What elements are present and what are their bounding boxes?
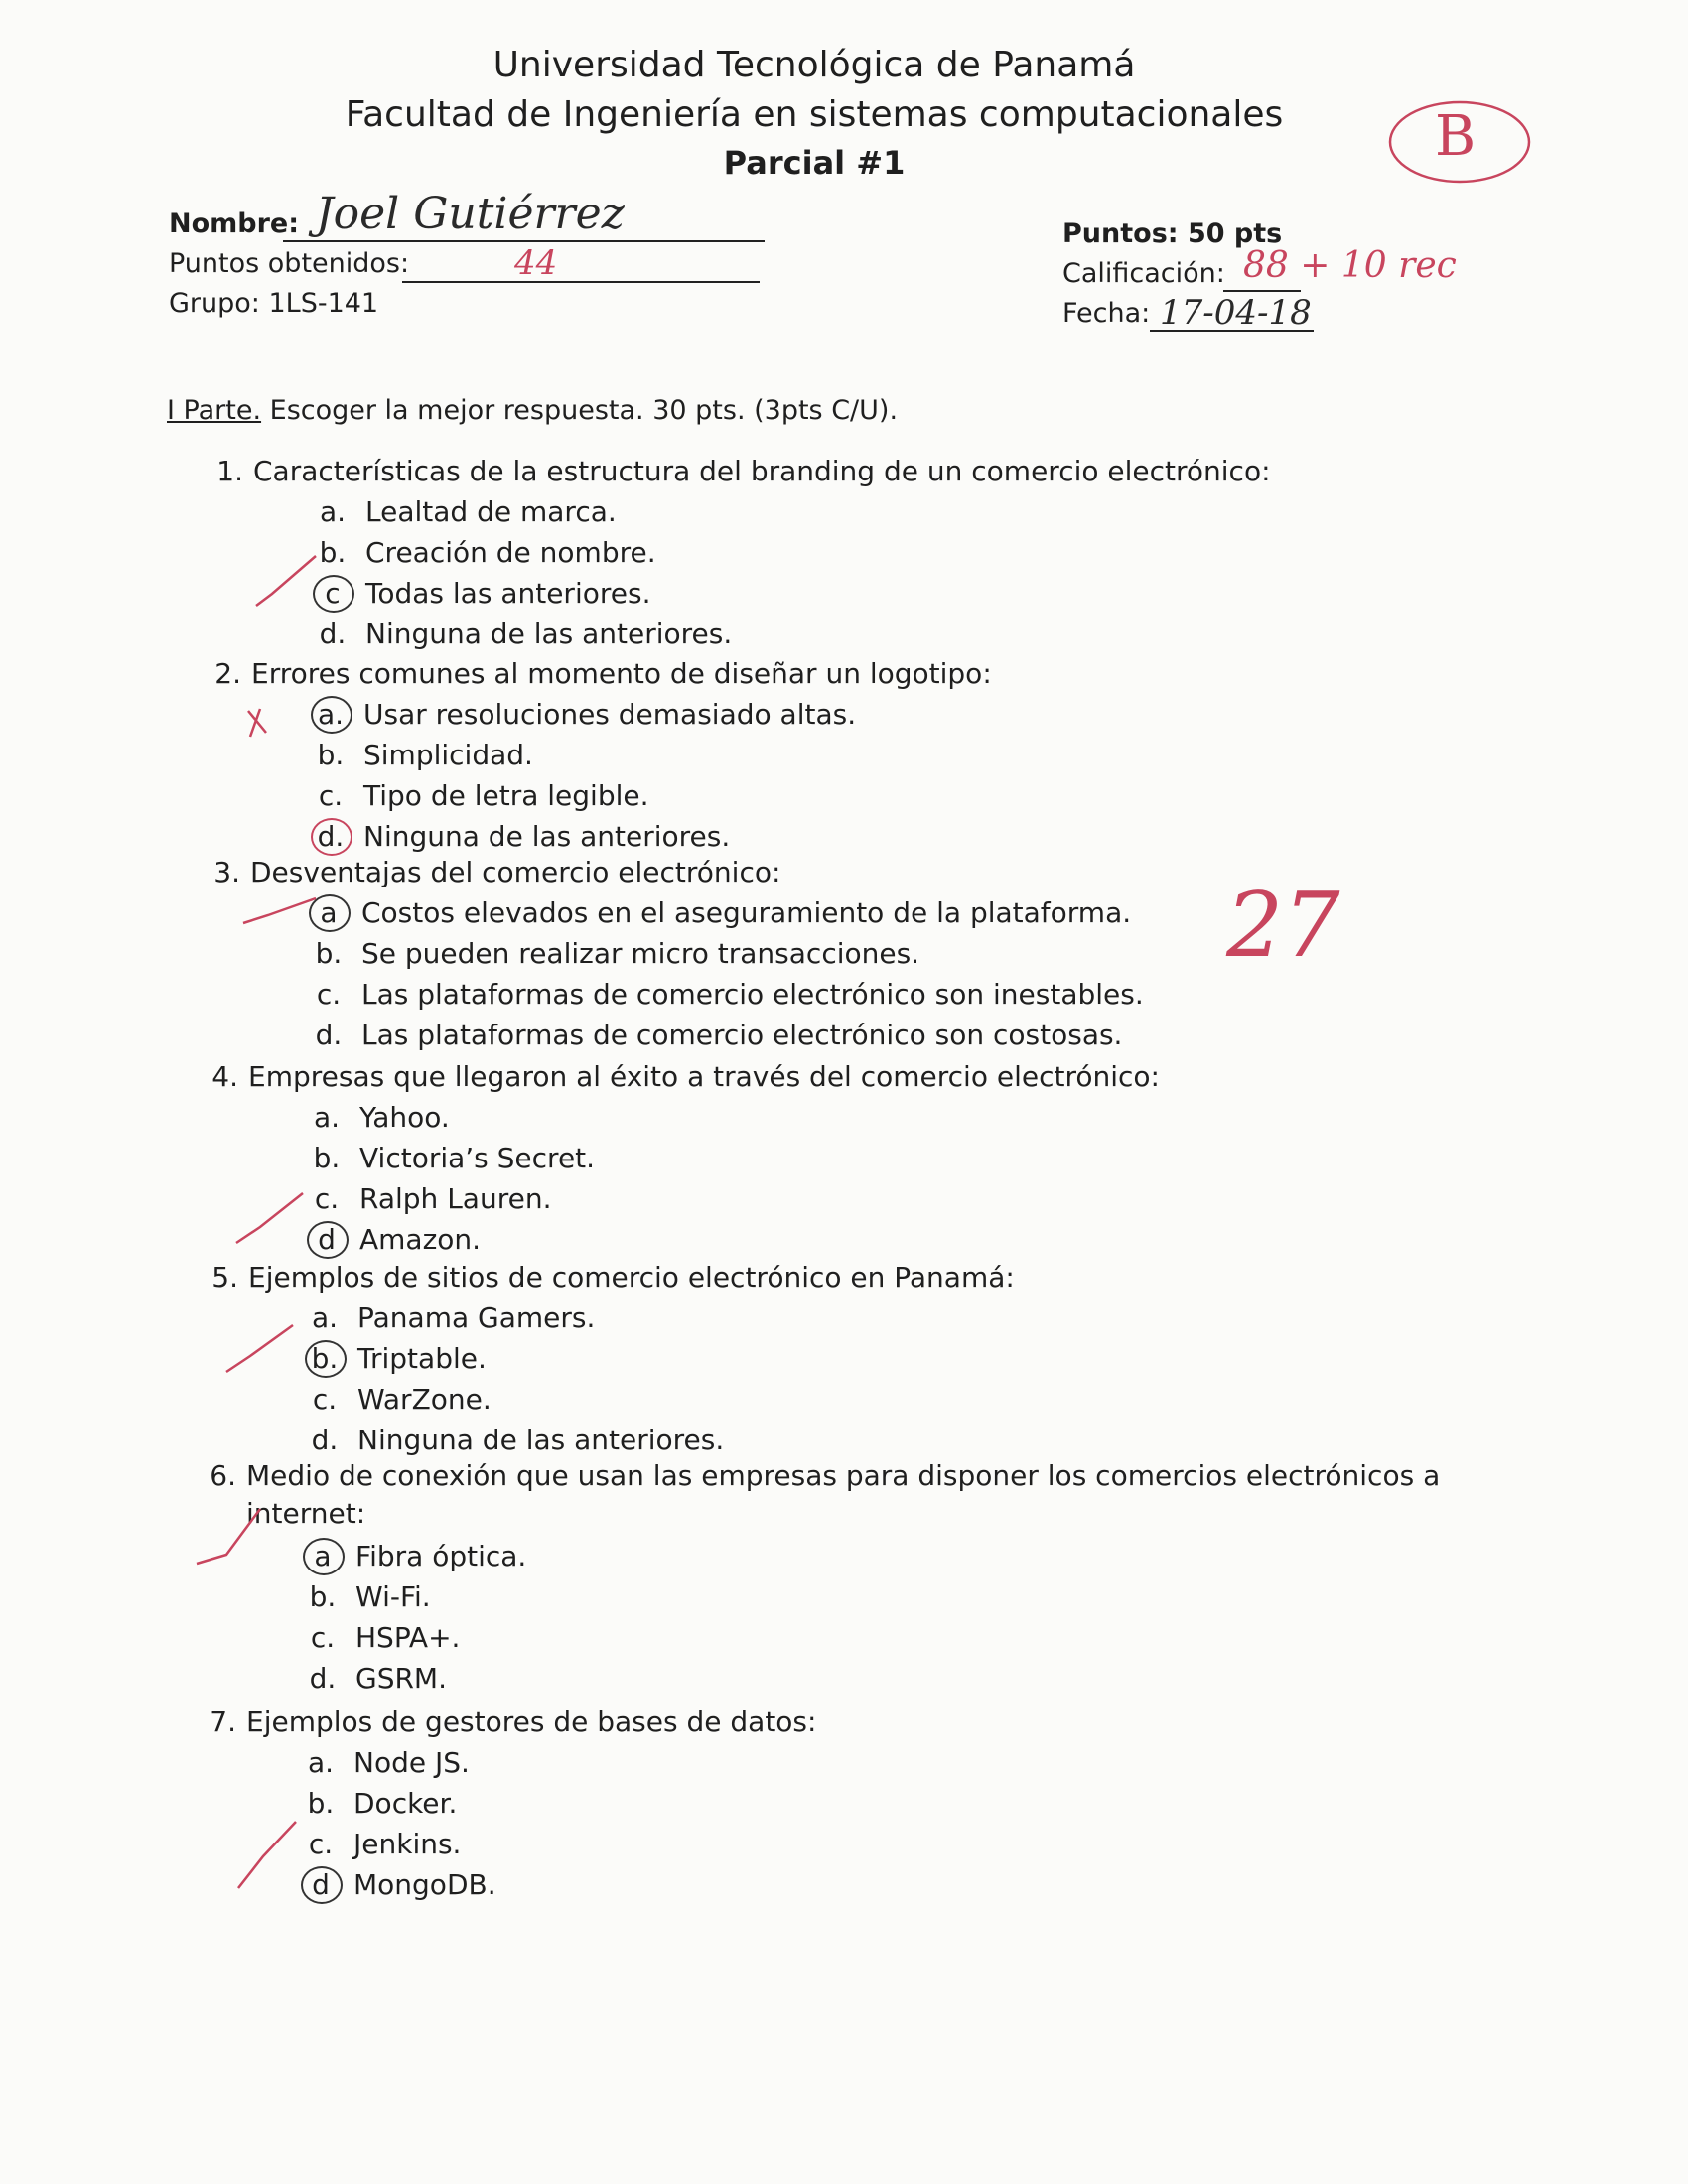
- check-mark-q5: [226, 1325, 293, 1372]
- question-text: Empresas que llegaron al éxito a través del comercio electrónico:: [248, 1060, 1160, 1093]
- date-label: Fecha:: [1062, 298, 1151, 329]
- question-text: Ejemplos de gestores de bases de datos:: [246, 1706, 817, 1738]
- group-label: Grupo: 1LS-141: [169, 288, 379, 319]
- option-text: Ninguna de las anteriores.: [365, 617, 733, 650]
- section-score: 27: [1226, 874, 1340, 978]
- points-obtained-value: 44: [514, 243, 558, 283]
- option-letter: d.: [315, 1019, 343, 1051]
- option-text: Victoria’s Secret.: [359, 1142, 596, 1174]
- option-text: Panama Gamers.: [357, 1301, 596, 1334]
- check-mark-q4: [236, 1193, 303, 1243]
- option-letter: b.: [309, 1580, 337, 1613]
- option-letter: c.: [312, 1383, 338, 1416]
- option-letter: d.: [311, 1424, 339, 1456]
- option-text: Yahoo.: [359, 1101, 450, 1134]
- option-text: Las plataformas de comercio electrónico son inestables.: [361, 978, 1144, 1011]
- section-title: I Parte.: [167, 395, 262, 426]
- question-number: 6.: [210, 1459, 236, 1492]
- check-mark-q7: [238, 1822, 296, 1888]
- section-instructions: Escoger la mejor respuesta. 30 pts. (3pts C/U).: [261, 395, 899, 426]
- option-letter: b.: [307, 1787, 335, 1820]
- faculty-title: Facultad de Ingeniería en sistemas computacionales: [345, 94, 1284, 135]
- option-letter: c: [325, 577, 341, 610]
- option-text: GSRM.: [355, 1662, 447, 1695]
- option-text: Docker.: [353, 1787, 458, 1820]
- question-number: 4.: [211, 1060, 238, 1093]
- check-mark-q1: [256, 556, 316, 606]
- question-text: Errores comunes al momento de diseñar un logotipo:: [251, 657, 992, 690]
- option-letter: b.: [317, 739, 345, 771]
- option-letter: c.: [318, 779, 344, 812]
- option-letter: a.: [317, 698, 345, 731]
- question-number: 3.: [213, 856, 240, 888]
- check-mark-q3: [243, 898, 316, 923]
- option-text: Simplicidad.: [363, 739, 533, 771]
- question-number: 2.: [214, 657, 241, 690]
- option-letter: d.: [319, 617, 347, 650]
- question-number: 5.: [211, 1261, 238, 1294]
- option-text: Triptable.: [357, 1342, 487, 1375]
- option-letter: b.: [315, 937, 343, 970]
- option-letter: d: [312, 1868, 330, 1901]
- option-letter: a.: [319, 495, 347, 528]
- option-text: Todas las anteriores.: [365, 577, 651, 610]
- option-letter: c.: [314, 1182, 340, 1215]
- exam-title: Parcial #1: [723, 144, 906, 182]
- name-label: Nombre:: [169, 208, 300, 239]
- option-letter: a: [320, 896, 338, 929]
- option-text: Usar resoluciones demasiado altas.: [363, 698, 857, 731]
- option-text: MongoDB.: [353, 1868, 496, 1901]
- option-text: Ninguna de las anteriores.: [357, 1424, 725, 1456]
- option-text: HSPA+.: [355, 1621, 461, 1654]
- option-text: Ralph Lauren.: [359, 1182, 552, 1215]
- option-letter: a.: [313, 1101, 341, 1134]
- option-letter: c.: [316, 978, 342, 1011]
- option-letter: d.: [309, 1662, 337, 1695]
- date-value: 17-04-18: [1160, 293, 1312, 333]
- question-number: 7.: [210, 1706, 236, 1738]
- option-text: WarZone.: [357, 1383, 492, 1416]
- option-text: Costos elevados en el aseguramiento de la plataforma.: [361, 896, 1132, 929]
- question-text: Ejemplos de sitios de comercio electrónico en Panamá:: [248, 1261, 1015, 1294]
- question-text-continued: internet:: [246, 1497, 366, 1530]
- question-number: 1.: [216, 455, 243, 487]
- name-value: Joel Gutiérrez: [316, 189, 625, 239]
- question-text: Características de la estructura del branding de un comercio electrónico:: [253, 455, 1271, 487]
- option-letter: d: [318, 1223, 336, 1256]
- option-text: Se pueden realizar micro transacciones.: [361, 937, 920, 970]
- question-text: Medio de conexión que usan las empresas para disponer los comercios electrónicos a: [246, 1459, 1441, 1492]
- option-text: Ninguna de las anteriores.: [363, 820, 731, 853]
- option-letter: c.: [310, 1621, 336, 1654]
- grade-letter: B: [1435, 104, 1477, 169]
- university-title: Universidad Tecnológica de Panamá: [492, 45, 1136, 85]
- option-text: Jenkins.: [353, 1828, 462, 1860]
- total-points-label: Puntos: 50 pts: [1062, 218, 1283, 249]
- x-mark-q2: [248, 709, 266, 737]
- grade-label: Calificación:: [1062, 258, 1225, 289]
- option-letter: a.: [311, 1301, 339, 1334]
- option-text: Tipo de letra legible.: [363, 779, 649, 812]
- option-letter: d.: [317, 820, 345, 853]
- option-text: Amazon.: [359, 1223, 482, 1256]
- grade-value: 88 + 10 rec: [1243, 245, 1457, 286]
- option-text: Wi-Fi.: [355, 1580, 431, 1613]
- points-obtained-label: Puntos obtenidos:: [169, 248, 410, 279]
- option-letter: a: [314, 1540, 332, 1572]
- option-text: Creación de nombre.: [365, 536, 656, 569]
- option-text: Las plataformas de comercio electrónico son costosas.: [361, 1019, 1123, 1051]
- option-letter: a.: [307, 1746, 335, 1779]
- option-text: Fibra óptica.: [355, 1540, 527, 1572]
- option-letter: b.: [311, 1342, 339, 1375]
- option-letter: b.: [313, 1142, 341, 1174]
- option-letter: c.: [308, 1828, 334, 1860]
- question-text: Desventajas del comercio electrónico:: [250, 856, 781, 888]
- option-text: Lealtad de marca.: [365, 495, 617, 528]
- option-text: Node JS.: [353, 1746, 470, 1779]
- check-mark-q6: [197, 1509, 260, 1564]
- option-letter: b.: [319, 536, 347, 569]
